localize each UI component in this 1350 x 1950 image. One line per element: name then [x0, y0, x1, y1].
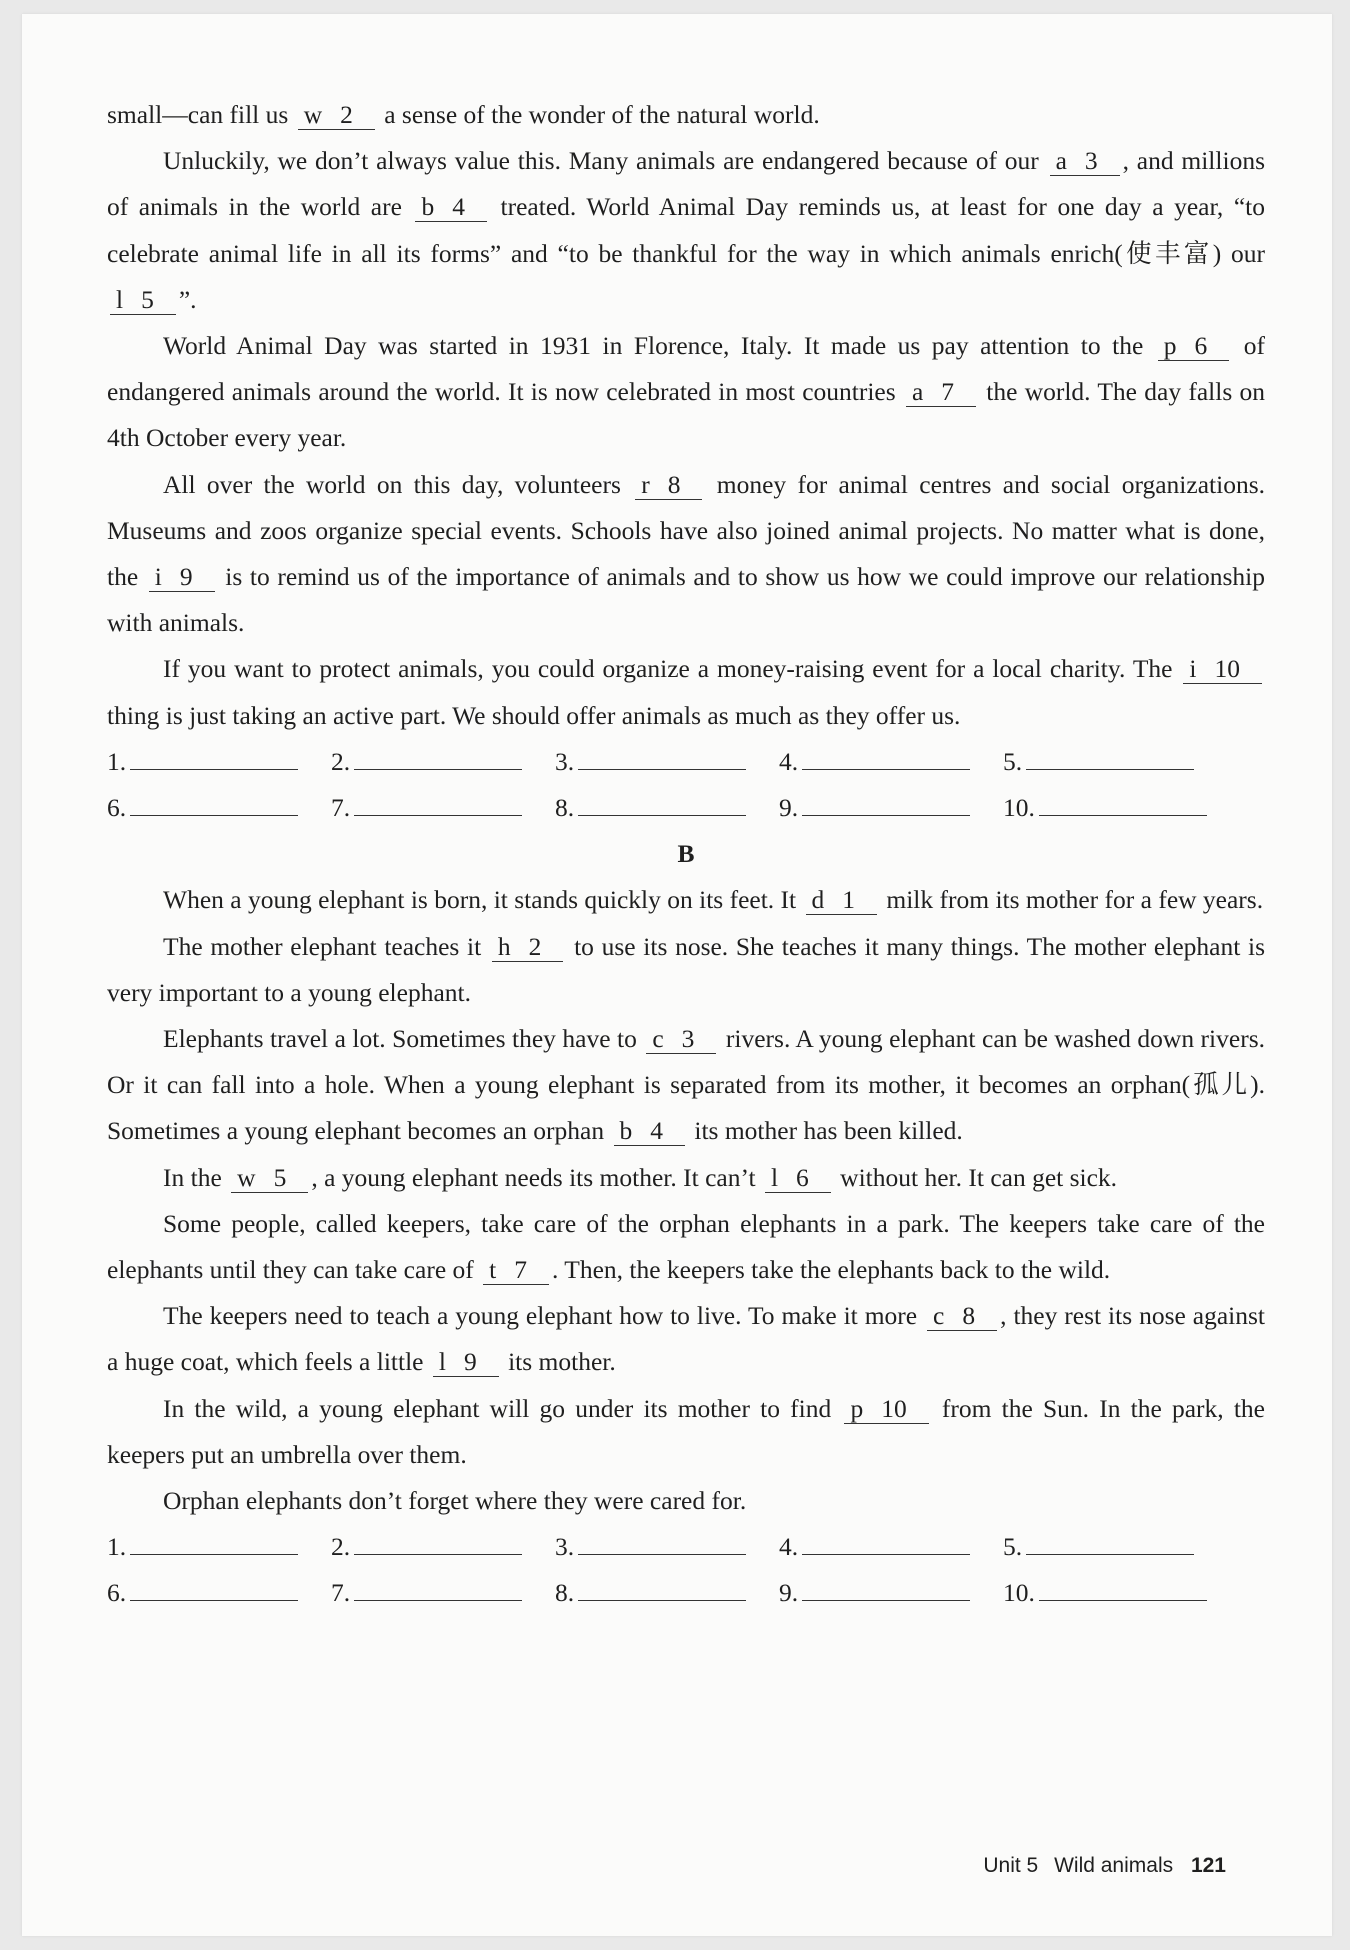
fill-in-blank[interactable] [110, 286, 176, 315]
footer-title: Wild animals [1054, 1854, 1174, 1877]
paragraph [107, 1016, 1265, 1155]
answer-number: 9. [779, 793, 799, 823]
paragraph-text: . Then, the keepers take the elephants back to the wild. [551, 1255, 1111, 1285]
paragraph [107, 1201, 1265, 1293]
answer-number: 8. [555, 793, 575, 823]
answer-number: 3. [555, 746, 575, 776]
paragraph-text: of endangered animals around the world. It is now celebrated in most countries [107, 331, 1265, 407]
part-a-answer-lines [107, 739, 1265, 831]
blank-initial-letter: d [811, 885, 825, 915]
answer-number: 8. [555, 1578, 575, 1608]
fill-in-blank[interactable] [614, 1117, 686, 1146]
fill-in-blank[interactable] [1183, 655, 1262, 684]
paragraph [107, 1293, 1265, 1385]
answer-line[interactable] [130, 1528, 298, 1555]
fill-in-blank[interactable] [646, 1025, 716, 1054]
footer-unit: Unit 5 [983, 1854, 1039, 1877]
answer-item [107, 1570, 331, 1616]
answer-number: 4. [779, 746, 799, 776]
blank-initial-letter: t [489, 1255, 497, 1285]
answer-item [555, 1570, 779, 1616]
answer-line[interactable] [802, 789, 970, 816]
paragraph-text: When a young elephant is born, it stands quickly on its feet. It [163, 885, 803, 915]
blank-initial-letter: p [850, 1393, 864, 1423]
fill-in-blank[interactable] [433, 1348, 499, 1377]
blank-number: 2 [528, 931, 542, 961]
blank-initial-letter: l [770, 1162, 779, 1192]
blank-number: 1 [842, 885, 855, 915]
paragraph-text: If you want to protect animals, you could organize a money-raising event for a local charity. The [163, 654, 1181, 684]
answer-line[interactable] [1039, 789, 1207, 816]
paragraph-text: its mother has been killed. [688, 1116, 963, 1146]
answer-row [107, 1570, 1265, 1616]
blank-number: 4 [452, 192, 465, 222]
answer-number: 7. [331, 1578, 351, 1608]
answer-line[interactable] [578, 1528, 746, 1555]
paragraph-text: the world. The day falls on 4th October every year. [107, 377, 1265, 453]
paragraph-text: The keepers need to teach a young elephant how to live. To make it more [163, 1301, 925, 1331]
paragraph-text: ”. [178, 284, 197, 314]
answer-item [331, 1524, 555, 1570]
fill-in-blank[interactable] [1050, 147, 1120, 176]
answer-item [779, 1570, 1003, 1616]
answer-item [1003, 785, 1227, 831]
answer-line[interactable] [1026, 1528, 1194, 1555]
blank-number: 3 [681, 1024, 695, 1054]
fill-in-blank[interactable] [635, 471, 702, 500]
answer-item [1003, 1524, 1227, 1570]
answer-line[interactable] [802, 1574, 970, 1601]
answer-line[interactable] [130, 743, 298, 770]
paragraph-text: Some people, called keepers, take care of the orphan elephants in a park. The keepers take care of the elephants until they can take care of [107, 1208, 1265, 1285]
answer-line[interactable] [130, 1574, 298, 1601]
answer-item [555, 739, 779, 785]
answer-number: 6. [107, 1578, 127, 1608]
answer-number: 9. [779, 1578, 799, 1608]
blank-initial-letter: a [911, 377, 924, 407]
answer-number: 2. [331, 1532, 351, 1562]
paragraph-text: Unluckily, we don’t always value this. Many animals are endangered because of our [163, 146, 1047, 176]
blank-initial-letter: i [154, 562, 162, 592]
fill-in-blank[interactable] [492, 933, 564, 962]
blank-number: 7 [514, 1255, 527, 1285]
blank-number: 9 [463, 1347, 477, 1377]
answer-line[interactable] [354, 1574, 522, 1601]
paragraph-text: In the wild, a young elephant will go under its mother to find [163, 1393, 842, 1423]
answer-number: 10. [1003, 793, 1035, 823]
part-a [107, 92, 1265, 739]
answer-line[interactable] [1026, 743, 1194, 770]
fill-in-blank[interactable] [806, 886, 878, 915]
paragraph-text: from the Sun. In the park, the keepers put an umbrella over them. [107, 1393, 1265, 1469]
blank-number: 10 [881, 1393, 907, 1423]
paragraph [107, 646, 1265, 738]
blank-initial-letter: l [116, 284, 124, 314]
paragraph-text: , they rest its nose against a huge coat, which feels a little [107, 1301, 1265, 1377]
answer-line[interactable] [354, 1528, 522, 1555]
answer-number: 5. [1003, 1532, 1023, 1562]
answer-line[interactable] [578, 1574, 746, 1601]
answer-item [779, 1524, 1003, 1570]
passage-area [107, 92, 1265, 1617]
paragraph-text: small—can fill us [107, 100, 295, 129]
fill-in-blank[interactable] [765, 1164, 831, 1193]
answer-line[interactable] [354, 789, 522, 816]
paragraph [107, 1386, 1265, 1478]
part-b-answer-lines [107, 1524, 1265, 1616]
answer-number: 7. [331, 793, 351, 823]
paragraph-text: In the [163, 1162, 229, 1192]
blank-number: 6 [796, 1162, 809, 1192]
answer-line[interactable] [578, 743, 746, 770]
answer-number: 6. [107, 793, 127, 823]
blank-initial-letter: b [421, 192, 435, 222]
blank-initial-letter: c [933, 1301, 945, 1331]
answer-number: 1. [107, 746, 127, 776]
fill-in-blank[interactable] [415, 193, 487, 222]
answer-line[interactable] [802, 1528, 970, 1555]
paragraph-text: is to remind us of the importance of animals and to show us how we could improve our relationship with animals. [107, 562, 1265, 638]
blank-initial-letter: w [237, 1162, 256, 1192]
paragraph-text: its mother. [501, 1347, 616, 1377]
blank-number: 9 [179, 562, 193, 592]
answer-item [331, 1570, 555, 1616]
answer-number: 10. [1003, 1578, 1035, 1608]
answer-row [107, 1524, 1265, 1570]
answer-item [1003, 1570, 1227, 1616]
paragraph [107, 138, 1265, 323]
answer-line[interactable] [354, 743, 522, 770]
answer-item [331, 785, 555, 831]
answer-item [331, 739, 555, 785]
paragraph [107, 323, 1265, 462]
answer-number: 4. [779, 1532, 799, 1562]
blank-initial-letter: p [1163, 331, 1177, 361]
paragraph-text: The mother elephant teaches it [163, 931, 489, 961]
blank-number: 5 [141, 284, 154, 314]
paragraph [107, 877, 1265, 923]
blank-number: 3 [1084, 146, 1098, 176]
paragraph [107, 462, 1265, 647]
answer-line[interactable] [130, 789, 298, 816]
blank-initial-letter: b [619, 1116, 633, 1146]
answer-number: 1. [107, 1532, 127, 1562]
answer-item [107, 1524, 331, 1570]
blank-initial-letter: r [641, 469, 650, 499]
paragraph-text: to use its nose. She teaches it many things. The mother elephant is very important to a young elephant. [107, 931, 1265, 1007]
answer-line[interactable] [802, 743, 970, 770]
answer-number: 2. [331, 746, 351, 776]
fill-in-blank[interactable] [149, 563, 215, 592]
paragraph-text: All over the world on this day, volunteers [163, 469, 633, 499]
answer-line[interactable] [578, 789, 746, 816]
blank-number: 2 [340, 100, 353, 129]
page-number: 121 [1190, 1854, 1226, 1877]
answer-row [107, 739, 1265, 785]
paragraph-text: without her. It can get sick. [833, 1162, 1118, 1192]
paragraph-text: World Animal Day was started in 1931 in Florence, Italy. It made us pay attention to the [163, 331, 1155, 361]
fill-in-blank[interactable] [927, 1302, 997, 1331]
fill-in-blank[interactable] [1158, 332, 1230, 361]
blank-number: 5 [273, 1162, 287, 1192]
fill-in-blank[interactable] [483, 1256, 549, 1285]
paragraph-text: thing is just taking an active part. We should offer animals as much as they offer us. [107, 700, 961, 730]
paragraph-text: , and millions of animals in the world are [107, 146, 1265, 222]
paragraph-text: milk from its mother for a few years. [880, 885, 1264, 915]
blank-initial-letter: l [438, 1347, 446, 1377]
paragraph [107, 92, 1265, 138]
fill-in-blank[interactable] [844, 1395, 928, 1424]
paragraph [107, 1155, 1265, 1201]
blank-number: 8 [962, 1301, 976, 1331]
fill-in-blank[interactable] [231, 1164, 308, 1193]
blank-number: 4 [650, 1116, 663, 1146]
blank-number: 6 [1194, 331, 1208, 361]
blank-initial-letter: a [1055, 146, 1067, 176]
answer-line[interactable] [1039, 1574, 1207, 1601]
part-b [107, 877, 1265, 1524]
paragraph-text: treated. World Animal Day reminds us, at least for one day a year, “to celebrate animal life in all its forms” and “to be thankful for the way in which animals enrich(使丰富) our [107, 192, 1265, 268]
paragraph-text: , a young elephant needs its mother. It can’t [311, 1162, 762, 1192]
answer-number: 3. [555, 1532, 575, 1562]
answer-item [555, 785, 779, 831]
answer-item [779, 739, 1003, 785]
fill-in-blank[interactable] [298, 101, 375, 130]
paragraph-text: Orphan elephants don’t forget where they were cared for. [163, 1486, 747, 1516]
answer-number: 5. [1003, 746, 1023, 776]
answer-item [555, 1524, 779, 1570]
blank-initial-letter: w [303, 100, 323, 129]
paragraph-text: money for animal centres and social organizations. Museums and zoos organize special events. Schools have also joined animal projects. No matter what is done, the [107, 469, 1266, 592]
paragraph-text: a sense of the wonder of the natural world. [377, 100, 820, 129]
paragraph [107, 924, 1265, 1016]
blank-number: 7 [941, 377, 955, 407]
blank-initial-letter: c [652, 1024, 664, 1054]
answer-row [107, 785, 1265, 831]
paragraph-text: Elephants travel a lot. Sometimes they have to [163, 1024, 644, 1054]
answer-item [107, 785, 331, 831]
paragraph [107, 1478, 1265, 1524]
blank-initial-letter: i [1189, 654, 1197, 684]
blank-number: 10 [1214, 654, 1240, 684]
answer-item [107, 739, 331, 785]
blank-number: 8 [667, 469, 681, 499]
paragraph-text: rivers. A young elephant can be washed down rivers. Or it can fall into a hole. When a young elephant is separated from its mother, it becomes an orphan(孤儿). Sometimes a young elephant becomes an orphan [107, 1024, 1265, 1146]
answer-item [1003, 739, 1227, 785]
page-footer [983, 1854, 1226, 1878]
worksheet-page [22, 14, 1332, 1936]
blank-initial-letter: h [497, 931, 511, 961]
fill-in-blank[interactable] [906, 378, 976, 407]
answer-item [779, 785, 1003, 831]
section-heading-b: B [677, 839, 695, 869]
